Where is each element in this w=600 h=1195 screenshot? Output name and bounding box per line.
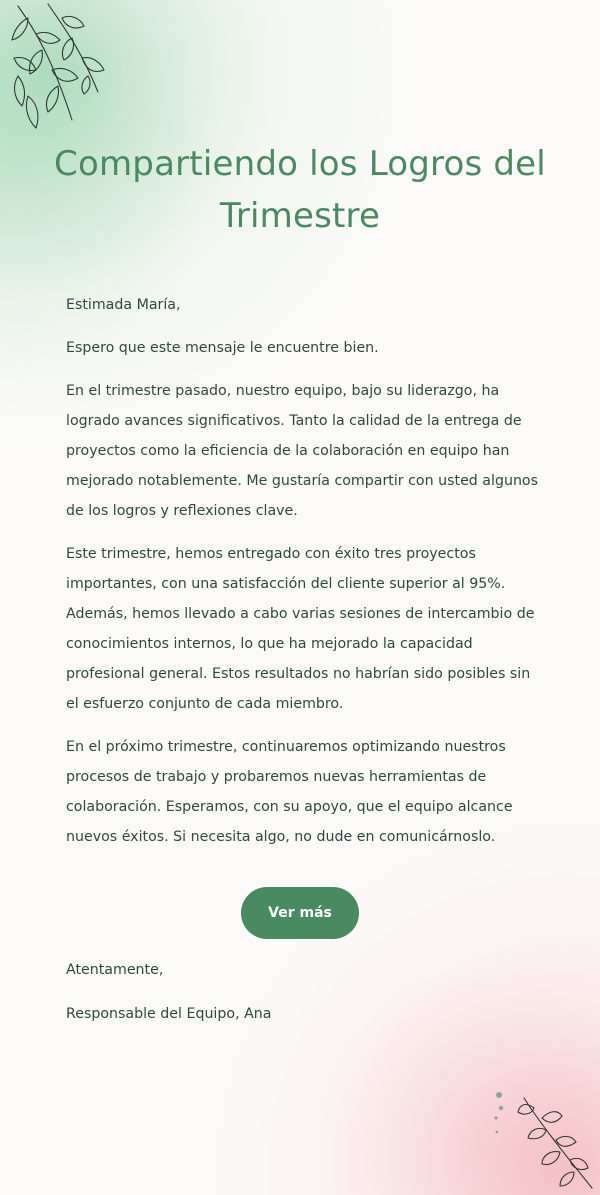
email-body (66, 290, 540, 865)
email-title: Compartiendo los Logros del Trimestre (54, 144, 546, 236)
body-paragraph: En el trimestre pasado, nuestro equipo, bajo su liderazgo, ha logrado avances significativos. Tanto la calidad de la entrega de proyectos como la eficiencia de la colaboración en equipo han mejorado notablemente. Me gustaría compartir con usted algunos de los logros y reflexiones clave. (66, 383, 539, 519)
body-paragraph: En el próximo trimestre, continuaremos optimizando nuestros procesos de trabajo y probaremos nuevas herramientas de colaboración. Esperamos, con su apoyo, que el equipo alcance nuevos éxitos. Si necesita algo, no dude en comunicárnoslo. (66, 739, 513, 845)
leaf-branch-icon (0, 0, 120, 140)
leaf-branch-icon (480, 1080, 600, 1195)
email-signoff (66, 955, 540, 1043)
signature: Responsable del Equipo, Ana (66, 1006, 272, 1022)
greeting: Estimada María, (66, 297, 181, 313)
closing: Atentamente, (66, 962, 164, 978)
body-paragraph: Este trimestre, hemos entregado con éxito tres proyectos importantes, con una satisfacción del cliente superior al 95%. Además, hemos llevado a cabo varias sesiones de intercambio de conocimientos internos, lo que ha mejorado la capacidad profesional general. Estos resultados no habrían sido posibles sin el esfuerzo conjunto de cada miembro. (66, 546, 535, 712)
intro-paragraph: Espero que este mensaje le encuentre bien. (66, 340, 379, 356)
cta-container (0, 887, 600, 939)
ver-mas-button[interactable]: Ver más (241, 887, 359, 939)
